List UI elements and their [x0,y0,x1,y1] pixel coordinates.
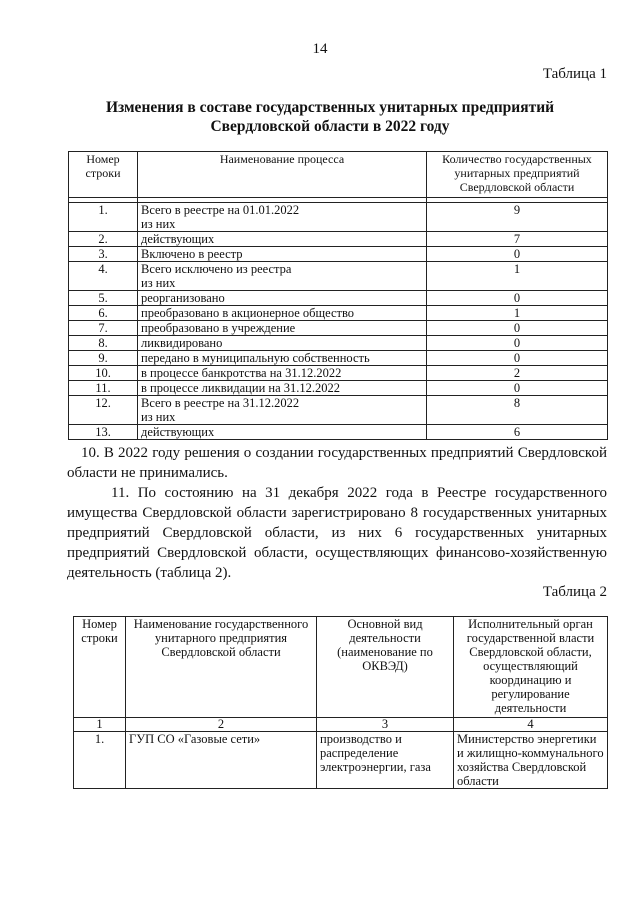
table1-row-process [138,247,427,262]
table1-row-process-text: в процессе ликвидации на 31.12.2022 [141,381,340,395]
table1-row-process [138,321,427,336]
table2-row-name: ГУП СО «Газовые сети» [126,732,317,789]
table1-row-process-text: действующих [141,232,215,246]
table1-row [69,396,608,425]
table2-row-num: 1. [74,732,126,789]
table1-row-count: 0 [427,247,608,262]
table1-row-num: 5. [69,291,138,306]
table1-row-num: 10. [69,366,138,381]
table2 [73,616,608,789]
table1-row [69,425,608,440]
table1-row-count: 7 [427,232,608,247]
table1-header-num: Номер строки [69,152,138,198]
table1-row-num: 9. [69,351,138,366]
table1-row-process [138,396,427,425]
table1-row-count: 8 [427,396,608,425]
table1-row-process-text: в процессе банкротства на 31.12.2022 [141,366,342,380]
table1-row-process [138,203,427,232]
table2-column-numbers-row [74,718,608,732]
table1-row-num: 11. [69,381,138,396]
table2-colnum: 3 [317,718,454,732]
table1-row [69,203,608,232]
table2-row [74,732,608,789]
table2-header-activity: Основной вид деятельности (наименование по ОКВЭД) [317,617,454,718]
table2-colnum: 2 [126,718,317,732]
table1-row-count: 2 [427,366,608,381]
table1-row [69,351,608,366]
table2-colnum: 1 [74,718,126,732]
table1-row-num: 6. [69,306,138,321]
table1-title-line2: Свердловской области в 2022 году [210,118,450,135]
table2-header-authority: Исполнительный орган государственной власти Свердловской области, осуществляющий координацию и регулирование деятельности [454,617,608,718]
table2-header-row [74,617,608,718]
table1-row-num: 2. [69,232,138,247]
table1-row-process-text: передано в муниципальную собственность [141,351,370,365]
table1-row [69,291,608,306]
table1-row [69,306,608,321]
paragraph-11 [67,483,607,583]
table1-row-num: 1. [69,203,138,232]
table1-row-process-text: реорганизовано [141,291,225,305]
table1-row-process-sub: из них [141,410,176,424]
table1-row-num: 4. [69,262,138,291]
table1-header-process: Наименование процесса [138,152,427,198]
table1-row-process-text: Всего исключено из реестра [141,262,292,276]
table1-row-count: 1 [427,262,608,291]
table1-row-process [138,351,427,366]
table1-row-count: 0 [427,336,608,351]
table1-row-process [138,232,427,247]
table1-row [69,366,608,381]
table2-caption: Таблица 2 [542,584,607,600]
table1-row-process-sub: из них [141,217,176,231]
table1-row-process [138,336,427,351]
table2-header-num: Номер строки [74,617,126,718]
table1-row [69,262,608,291]
table1-row-process [138,306,427,321]
table2-header-name: Наименование государственного унитарного предприятия Свердловской области [126,617,317,718]
paragraph-10-text: 10. В 2022 году решения о создании государственных предприятий Свердловской области не принимались. [67,445,607,481]
table1-row-count: 1 [427,306,608,321]
table1-body [69,203,608,440]
table1-row-process-text: Всего в реестре на 01.01.2022 [141,203,300,217]
table1-header-row [69,152,608,198]
table1-row-num: 13. [69,425,138,440]
table1 [68,151,608,440]
table1-title-line1: Изменения в составе государственных унитарных предприятий [105,99,555,116]
table1-row-process-text: Включено в реестр [141,247,243,261]
table1-row-num: 3. [69,247,138,262]
paragraph-11-text: 11. По состоянию на 31 декабря 2022 года в Реестре государственного имущества Свердловской области зарегистрировано 8 государственных унитарных предприятий Свердловской области, из них 6 государственных унитарных предприятий Свердловской области, осуществляющих финансово-хозяйственную деятельность (таблица 2). [67,485,607,581]
table1-row-count: 0 [427,321,608,336]
table2-row-activity: производство и распределение электроэнергии, газа [317,732,454,789]
table1-row-process [138,425,427,440]
table1-row-count: 0 [427,381,608,396]
table2-row-authority: Министерство энергетики и жилищно-коммунального хозяйства Свердловской области [454,732,608,789]
table1-header-count: Количество государственных унитарных предприятий Свердловской области [427,152,608,198]
table1-row [69,232,608,247]
table1-row-count: 6 [427,425,608,440]
table1-row-num: 8. [69,336,138,351]
table1-row-count: 0 [427,291,608,306]
table1-row-count: 0 [427,351,608,366]
table1-row [69,381,608,396]
table1-row [69,336,608,351]
table1-row-count: 9 [427,203,608,232]
table1-row-num: 7. [69,321,138,336]
table1-title [60,98,600,136]
table1-row-process [138,381,427,396]
table2-colnum: 4 [454,718,608,732]
table1-row-process-text: преобразовано в акционерное общество [141,306,355,320]
page-number: 14 [312,41,328,57]
table1-row-num: 12. [69,396,138,425]
table1-row [69,321,608,336]
table1-row-process-text: ликвидировано [141,336,223,350]
table1-caption: Таблица 1 [542,66,607,82]
table1-row-process-text: преобразовано в учреждение [141,321,296,335]
table1-row-process-sub: из них [141,276,176,290]
table1-row-process-text: Всего в реестре на 31.12.2022 [141,396,300,410]
table1-row-process [138,291,427,306]
table1-row-process [138,262,427,291]
table1-row-process-text: действующих [141,425,215,439]
table1-row [69,247,608,262]
table1-row-process [138,366,427,381]
paragraph-10 [67,443,607,483]
